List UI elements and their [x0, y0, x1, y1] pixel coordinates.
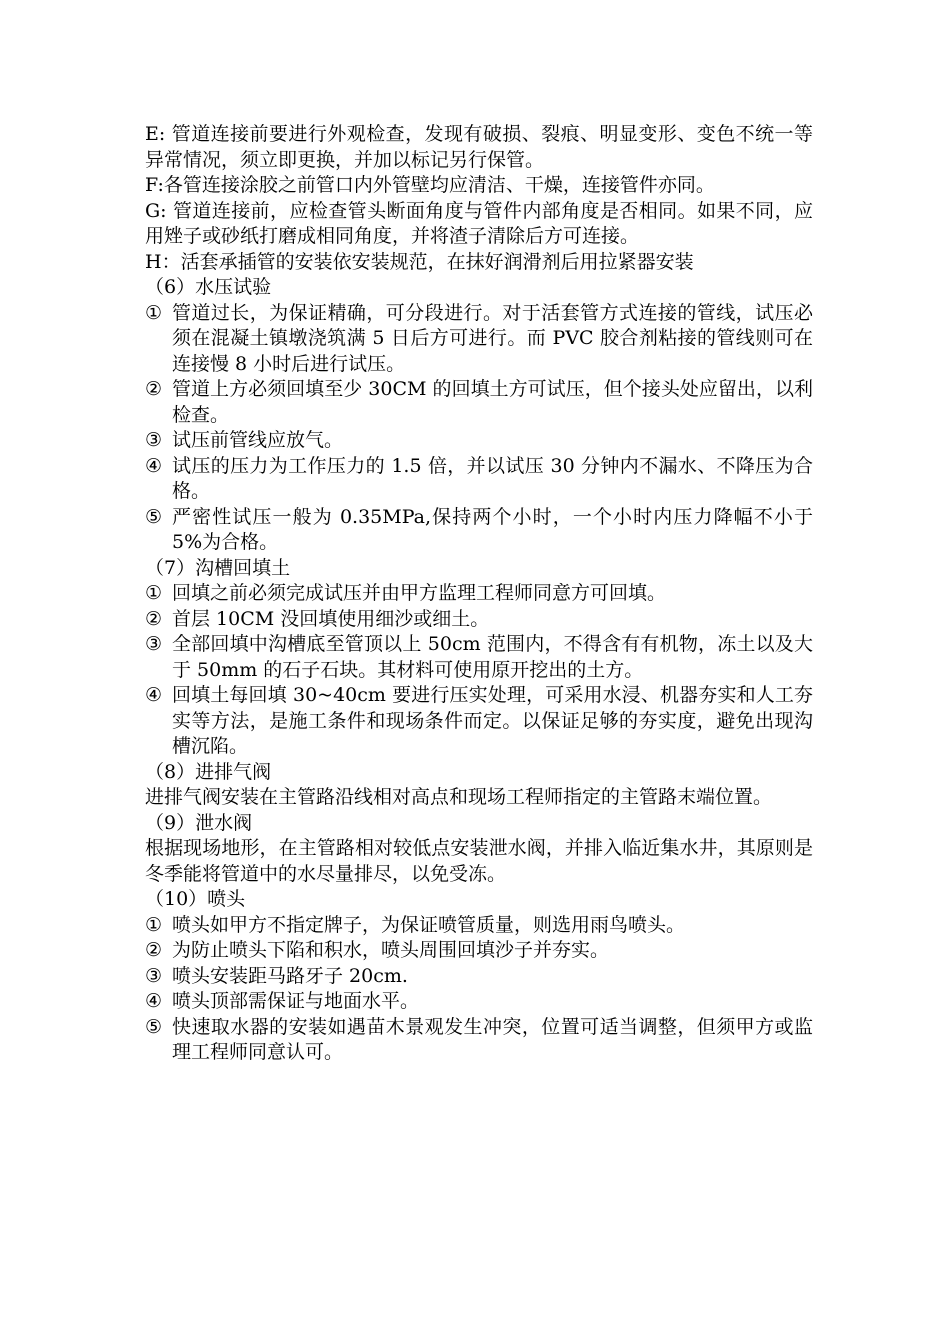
list-text: 管道上方必须回填至少 30CM 的回填土方可试压，但个接头处应留出，以利检查。: [172, 378, 813, 426]
list-number: ③: [145, 633, 163, 655]
list-number: ③: [145, 429, 163, 451]
list-item: [145, 632, 813, 683]
list-number: ④: [145, 684, 163, 706]
list-text: 为防止喷头下陷和积水，喷头周围回填沙子并夯实。: [172, 939, 610, 961]
paragraph-e: E: 管道连接前要进行外观检查，发现有破损、裂痕、明显变形、变色不统一等异常情况，须立即更换，并加以标记另行保管。: [145, 123, 813, 171]
list-number: ③: [145, 964, 163, 987]
list-text: 喷头顶部需保证与地面水平。: [172, 990, 420, 1012]
list-text: 回填之前必须完成试压并由甲方监理工程师同意方可回填。: [172, 582, 667, 604]
list-item: [145, 607, 813, 633]
list-item: [145, 913, 813, 939]
list-number: ②: [145, 607, 163, 630]
list-text: 管道过长，为保证精确，可分段进行。对于活套管方式连接的管线，试压必须在混凝土镇墩浇筑满 5 日后方可进行。而 PVC 胶合剂粘接的管线则可在连接慢 8 小时后进行试压。: [172, 301, 813, 375]
list-text: 喷头安装距马路牙子 20cm.: [172, 964, 408, 987]
list-item: [145, 683, 813, 760]
paragraph-f: F:各管连接涂胶之前管口内外管壁均应清洁、干燥，连接管件亦同。: [145, 174, 715, 196]
list-item: [145, 301, 813, 378]
list-number: ①: [145, 301, 163, 324]
list-item: [145, 989, 813, 1015]
section-heading-drain-valve: （9）泄水阀: [145, 811, 253, 834]
list-item: [145, 1015, 813, 1066]
list-number: ⑤: [145, 505, 163, 528]
list-text: 首层 10CM 没回填使用细沙或细土。: [172, 607, 490, 630]
list-number: ⑤: [145, 1015, 163, 1038]
list-item: [145, 938, 813, 964]
list-item: [145, 505, 813, 556]
list-text: 回填土每回填 30~40cm 要进行压实处理，可采用水浸、机器夯实和人工夯实等方法，是施工条件和现场条件而定。以保证足够的夯实度，避免出现沟槽沉陷。: [172, 684, 813, 757]
section-heading-trench-backfill: （7）沟槽回填土: [145, 556, 291, 579]
list-number: ②: [145, 939, 163, 961]
paragraph-drain-valve: 根据现场地形，在主管路相对较低点安装泄水阀，并排入临近集水井，其原则是冬季能将管道中的水尽量排尽，以免受冻。: [145, 837, 813, 885]
paragraph-air-valve: 进排气阀安装在主管路沿线相对高点和现场工程师指定的主管路末端位置。: [145, 786, 773, 808]
list-number: ②: [145, 378, 163, 400]
list-text: 快速取水器的安装如遇苗木景观发生冲突，位置可适当调整，但须甲方或监理工程师同意认可。: [172, 1015, 813, 1063]
list-text: 严密性试压一般为 0.35MPa,保持两个小时，一个小时内压力降幅不小于 5%为合格。: [172, 505, 813, 553]
list-text: 喷头如甲方不指定牌子，为保证喷管质量，则选用雨鸟喷头。: [172, 913, 686, 936]
section-heading-air-valve: （8）进排气阀: [145, 760, 272, 783]
section-heading-water-pressure-test: （6）水压试验: [145, 276, 272, 298]
section-heading-sprinkler: （10）喷头: [145, 888, 246, 910]
list-number: ①: [145, 913, 163, 936]
list-number: ①: [145, 582, 163, 604]
paragraph-g: G: 管道连接前，应检查管头断面角度与管件内部角度是否相同。如果不同，应用矬子或砂纸打磨成相同角度，并将渣子清除后方可连接。: [145, 199, 813, 247]
list-item: [145, 581, 813, 607]
list-item: [145, 454, 813, 505]
list-item: [145, 377, 813, 428]
paragraph-h: H：活套承插管的安装依安装规范，在抹好润滑剂后用拉紧器安装: [145, 250, 694, 273]
list-number: ④: [145, 454, 163, 477]
list-text: 试压前管线应放气。: [172, 429, 344, 451]
list-text: 试压的压力为工作压力的 1.5 倍，并以试压 30 分钟内不漏水、不降压为合格。: [172, 454, 813, 502]
list-item: [145, 428, 813, 454]
list-number: ④: [145, 990, 163, 1012]
document-page: [145, 122, 813, 1066]
list-text: 全部回填中沟槽底至管顶以上 50cm 范围内，不得含有有机物，冻土以及大于 50mm 的石子石块。其材料可使用原开挖出的土方。: [172, 633, 813, 681]
list-item: [145, 964, 813, 990]
